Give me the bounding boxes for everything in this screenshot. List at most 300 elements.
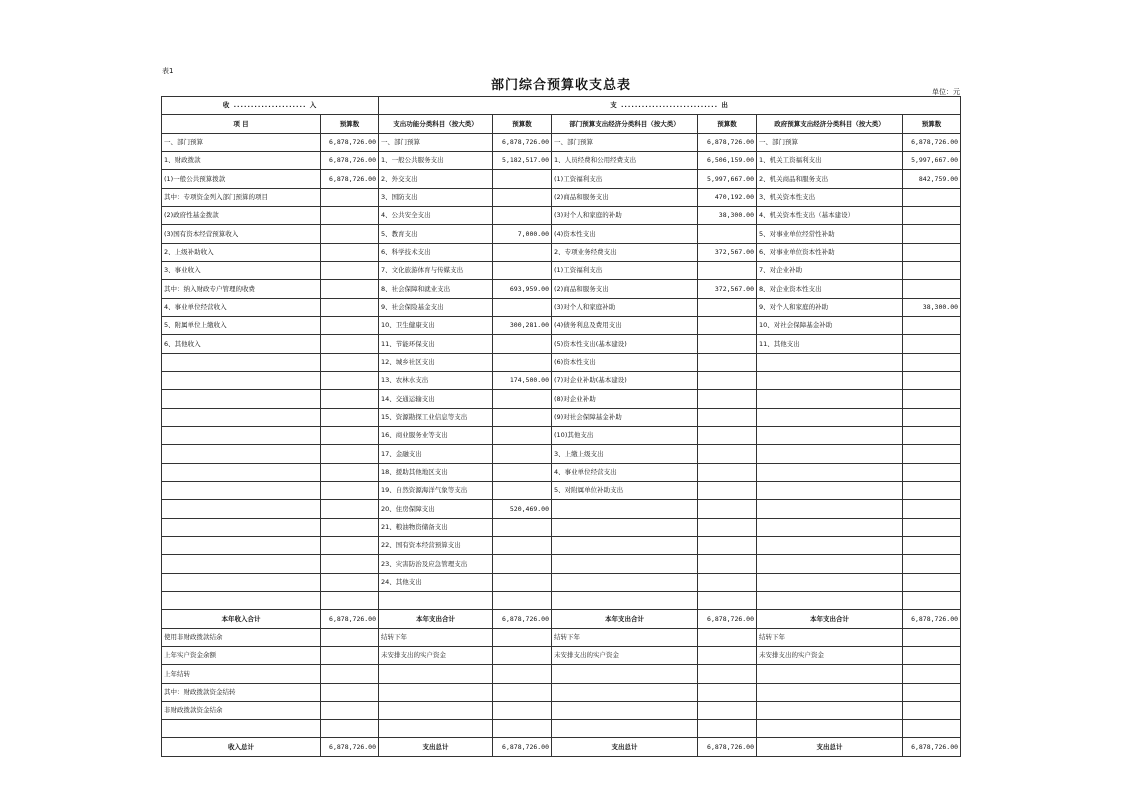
table-row [162,371,961,389]
income-group-header: 收 ..................... 入 [162,97,379,115]
page-title: 部门综合预算收支总表 [490,78,631,93]
budget-cell: 6,878,726.00 [321,170,379,188]
table-row [162,261,961,279]
budget-cell [493,206,552,224]
item-cell: 1、人员经费和公用经费支出 [552,151,698,169]
budget-cell [321,701,379,719]
budget-cell [903,463,961,481]
item-cell: 收入总计 [162,738,321,756]
table-row [162,463,961,481]
budget-cell: 6,878,726.00 [903,133,961,151]
budget-cell [493,701,552,719]
item-cell [379,701,493,719]
budget-cell [903,481,961,499]
item-cell: 22、国有资本经营预算支出 [379,536,493,554]
item-cell: 结转下年 [379,628,493,646]
budget-cell [493,463,552,481]
budget-cell [321,665,379,683]
item-cell [757,555,903,573]
item-cell: (9)对社会保障基金补助 [552,408,698,426]
item-cell [379,683,493,701]
budget-cell [493,298,552,316]
item-cell [757,518,903,536]
item-cell: 12、城乡社区支出 [379,353,493,371]
item-cell [162,371,321,389]
budget-cell [698,701,757,719]
budget-cell [698,426,757,444]
budget-cell: 6,506,159.00 [698,151,757,169]
item-cell: 一、部门预算 [162,133,321,151]
budget-cell: 6,878,726.00 [493,610,552,628]
item-cell: 未安排支出的实户资金 [757,646,903,664]
item-cell: 3、事业收入 [162,261,321,279]
item-cell: (7)对企业补助(基本建设) [552,371,698,389]
item-cell: (6)资本性支出 [552,353,698,371]
table-row [162,500,961,518]
table-row [162,683,961,701]
item-cell: 7、文化旅游体育与传媒支出 [379,261,493,279]
item-cell [379,720,493,738]
item-cell [162,463,321,481]
item-cell: 支出总计 [552,738,698,756]
budget-cell [903,628,961,646]
item-cell: 21、粮油物资储备支出 [379,518,493,536]
budget-cell [321,225,379,243]
budget-cell [903,720,961,738]
item-cell: 19、自然资源海洋气象等支出 [379,481,493,499]
item-cell: 11、节能环保支出 [379,335,493,353]
budget-cell [493,261,552,279]
budget-cell [321,445,379,463]
budget-cell: 6,878,726.00 [698,133,757,151]
item-cell: (5)资本性支出(基本建设) [552,335,698,353]
table-row [162,738,961,756]
budget-cell [698,720,757,738]
budget-cell: 6,878,726.00 [903,738,961,756]
budget-cell [698,518,757,536]
budget-cell [698,500,757,518]
item-cell [757,665,903,683]
item-cell: 2、外交支出 [379,170,493,188]
item-cell: 16、商业服务业等支出 [379,426,493,444]
budget-cell [493,481,552,499]
budget-cell [493,170,552,188]
budget-cell [903,683,961,701]
budget-cell [493,188,552,206]
item-cell: 23、灾害防治及应急管理支出 [379,555,493,573]
table-row [162,720,961,738]
budget-cell [493,426,552,444]
item-cell [162,390,321,408]
item-cell: 9、社会保险基金支出 [379,298,493,316]
col-header-func: 支出功能分类科目（按大类） [379,115,493,133]
budget-cell [493,555,552,573]
item-cell: 10、卫生健康支出 [379,316,493,334]
item-cell [552,555,698,573]
budget-cell [698,445,757,463]
item-cell: 24、其他支出 [379,573,493,591]
table-row [162,243,961,261]
item-cell [757,353,903,371]
item-cell: 其中：财政拨款资金结转 [162,683,321,701]
budget-cell [493,445,552,463]
budget-cell [321,646,379,664]
item-cell: 10、对社会保障基金补助 [757,316,903,334]
budget-cell [321,408,379,426]
budget-cell [493,243,552,261]
item-cell: (4)债务利息及费用支出 [552,316,698,334]
budget-cell: 842,759.00 [903,170,961,188]
item-cell: 4、机关资本性支出（基本建设） [757,206,903,224]
item-cell: 未安排支出的实户资金 [379,646,493,664]
item-cell [162,426,321,444]
item-cell: 非财政拨款资金结余 [162,701,321,719]
table-row [162,151,961,169]
item-cell [552,500,698,518]
budget-cell: 174,500.00 [493,371,552,389]
budget-cell [903,426,961,444]
budget-cell [493,408,552,426]
item-cell: 8、对企业资本性支出 [757,280,903,298]
budget-cell [321,500,379,518]
budget-cell: 6,878,726.00 [321,133,379,151]
budget-cell [698,591,757,609]
item-cell [757,536,903,554]
item-cell [757,426,903,444]
budget-cell [321,536,379,554]
item-cell: 其中：专项资金列入部门预算的项目 [162,188,321,206]
budget-cell [903,701,961,719]
table-row [162,170,961,188]
budget-cell [903,408,961,426]
budget-cell [493,646,552,664]
item-cell: 17、金融支出 [379,445,493,463]
item-cell: 1、财政拨款 [162,151,321,169]
table-row [162,591,961,609]
budget-cell [698,335,757,353]
item-cell: 3、国防支出 [379,188,493,206]
item-cell: 4、公共安全支出 [379,206,493,224]
column-header-row [162,115,961,133]
item-cell: 2、上级补助收入 [162,243,321,261]
item-cell [757,390,903,408]
budget-cell [321,573,379,591]
item-cell: 本年支出合计 [379,610,493,628]
col-header-budget: 预算数 [698,115,757,133]
item-cell: 15、资源勘探工业信息等支出 [379,408,493,426]
table-row [162,518,961,536]
budget-cell [321,518,379,536]
item-cell [162,591,321,609]
budget-cell [321,683,379,701]
budget-cell: 38,300.00 [903,298,961,316]
item-cell [552,701,698,719]
budget-cell [903,390,961,408]
item-cell: (1)工资福利支出 [552,261,698,279]
budget-cell [493,683,552,701]
budget-cell [698,353,757,371]
budget-cell [698,555,757,573]
item-cell: 3、机关资本性支出 [757,188,903,206]
budget-cell [493,720,552,738]
item-cell [757,481,903,499]
item-cell: 1、一般公共服务支出 [379,151,493,169]
expense-group-header: 支 ............................ 出 [379,97,961,115]
budget-cell [903,371,961,389]
item-cell [757,683,903,701]
table-tag: 表1 [162,67,174,75]
budget-cell [321,316,379,334]
item-cell: (3)对个人和家庭的补助 [552,206,698,224]
budget-cell [698,536,757,554]
budget-cell: 6,878,726.00 [321,738,379,756]
item-cell: 14、交通运输支出 [379,390,493,408]
item-cell [162,518,321,536]
budget-cell [903,225,961,243]
budget-cell: 6,878,726.00 [321,610,379,628]
budget-cell [698,665,757,683]
item-cell [757,445,903,463]
budget-cell [493,665,552,683]
item-cell [162,573,321,591]
item-cell: 7、对企业补助 [757,261,903,279]
budget-cell [903,555,961,573]
budget-cell: 7,000.00 [493,225,552,243]
item-cell [757,500,903,518]
budget-cell [698,225,757,243]
table-row [162,426,961,444]
budget-cell [321,188,379,206]
table-row [162,555,961,573]
budget-cell [698,463,757,481]
budget-cell [493,591,552,609]
item-cell [162,720,321,738]
budget-cell [321,206,379,224]
item-cell [162,500,321,518]
item-cell: 支出总计 [379,738,493,756]
table-row [162,316,961,334]
item-cell [162,536,321,554]
item-cell [757,701,903,719]
col-header-budget: 预算数 [321,115,379,133]
item-cell [552,518,698,536]
budget-cell [903,316,961,334]
budget-cell [698,573,757,591]
budget-cell [903,573,961,591]
budget-cell [903,518,961,536]
budget-cell [903,536,961,554]
budget-cell [903,445,961,463]
budget-cell [321,353,379,371]
item-cell: 使用非财政拨款结余 [162,628,321,646]
item-cell [379,665,493,683]
item-cell: 4、事业单位经营收入 [162,298,321,316]
budget-cell [493,536,552,554]
table-row [162,206,961,224]
item-cell: 本年支出合计 [552,610,698,628]
item-cell: 5、对事业单位经常性补助 [757,225,903,243]
item-cell: 2、专项业务经费支出 [552,243,698,261]
table-row [162,628,961,646]
table-row [162,280,961,298]
table-row [162,390,961,408]
item-cell [757,573,903,591]
budget-cell [321,628,379,646]
item-cell [552,536,698,554]
item-cell [162,408,321,426]
item-cell: 上年实户资金余额 [162,646,321,664]
budget-cell: 6,878,726.00 [493,738,552,756]
budget-cell [321,591,379,609]
budget-cell [321,371,379,389]
budget-cell [321,280,379,298]
table-row [162,665,961,683]
budget-cell [698,261,757,279]
budget-cell [493,335,552,353]
item-cell: 9、对个人和家庭的补助 [757,298,903,316]
budget-cell [698,646,757,664]
item-cell: (1)一般公共预算拨款 [162,170,321,188]
item-cell: 5、附属单位上缴收入 [162,316,321,334]
item-cell: 2、机关商品和服务支出 [757,170,903,188]
item-cell: 3、上缴上级支出 [552,445,698,463]
item-cell [162,481,321,499]
budget-cell [903,188,961,206]
item-cell: (1)工资福利支出 [552,170,698,188]
item-cell: 20、住房保障支出 [379,500,493,518]
item-cell [162,445,321,463]
item-cell: 一、部门预算 [379,133,493,151]
item-cell: 本年支出合计 [757,610,903,628]
item-cell [757,591,903,609]
budget-cell: 6,878,726.00 [698,610,757,628]
item-cell: 结转下年 [757,628,903,646]
col-header-budget: 预算数 [903,115,961,133]
budget-cell [698,683,757,701]
budget-cell [321,463,379,481]
budget-cell: 5,997,667.00 [903,151,961,169]
item-cell: 8、社会保障和就业支出 [379,280,493,298]
item-cell [552,573,698,591]
budget-cell [321,555,379,573]
item-cell: (8)对企业补助 [552,390,698,408]
budget-cell [321,426,379,444]
budget-cell [903,243,961,261]
table-row [162,481,961,499]
budget-cell [321,243,379,261]
item-cell: 5、教育支出 [379,225,493,243]
item-cell [162,555,321,573]
budget-cell: 470,192.00 [698,188,757,206]
table-row [162,225,961,243]
item-cell: 5、对附属单位补助支出 [552,481,698,499]
budget-cell: 5,997,667.00 [698,170,757,188]
budget-cell: 693,959.00 [493,280,552,298]
budget-cell [903,335,961,353]
budget-cell [903,280,961,298]
budget-cell [493,573,552,591]
col-header-dept-econ: 部门预算支出经济分类科目（按大类） [552,115,698,133]
table-row [162,610,961,628]
item-cell [552,591,698,609]
budget-cell: 6,878,726.00 [698,738,757,756]
item-cell [162,353,321,371]
table-row [162,335,961,353]
budget-cell [321,298,379,316]
budget-cell [321,390,379,408]
item-cell: (2)商品和服务支出 [552,188,698,206]
item-cell: 本年收入合计 [162,610,321,628]
table-row [162,646,961,664]
budget-cell [903,591,961,609]
item-cell: 6、科学技术支出 [379,243,493,261]
item-cell: 其中：纳入财政专户管理的收费 [162,280,321,298]
budget-cell [698,316,757,334]
item-cell [757,371,903,389]
item-cell [757,720,903,738]
item-cell: 结转下年 [552,628,698,646]
budget-cell [493,390,552,408]
budget-cell [493,628,552,646]
budget-cell [321,481,379,499]
item-cell: 上年结转 [162,665,321,683]
budget-cell [903,261,961,279]
budget-cell [698,390,757,408]
budget-cell [698,481,757,499]
item-cell: 一、部门预算 [552,133,698,151]
budget-cell: 6,878,726.00 [903,610,961,628]
budget-cell [903,665,961,683]
item-cell: 1、机关工资福利支出 [757,151,903,169]
item-cell: (4)资本性支出 [552,225,698,243]
item-cell: 11、其他支出 [757,335,903,353]
item-cell: 18、援助其他地区支出 [379,463,493,481]
item-cell: (2)商品和服务支出 [552,280,698,298]
budget-cell [698,298,757,316]
item-cell [379,591,493,609]
item-cell: 4、事业单位经营支出 [552,463,698,481]
budget-cell: 372,567.00 [698,243,757,261]
budget-cell: 520,469.00 [493,500,552,518]
budget-cell: 6,878,726.00 [321,151,379,169]
budget-cell: 6,878,726.00 [493,133,552,151]
table-row [162,701,961,719]
budget-cell [493,518,552,536]
table-row [162,445,961,463]
item-cell: (10)其他支出 [552,426,698,444]
item-cell: 6、其他收入 [162,335,321,353]
item-cell: 6、对事业单位资本性补助 [757,243,903,261]
budget-cell [493,353,552,371]
item-cell: (3)对个人和家庭补助 [552,298,698,316]
budget-cell [698,371,757,389]
budget-cell [903,646,961,664]
col-header-item: 项 目 [162,115,321,133]
budget-cell [903,500,961,518]
item-cell [552,665,698,683]
item-cell: 未安排支出的实户资金 [552,646,698,664]
table-row [162,188,961,206]
budget-cell [321,335,379,353]
budget-cell: 300,281.00 [493,316,552,334]
item-cell: 一、部门预算 [757,133,903,151]
budget-cell: 372,567.00 [698,280,757,298]
budget-table [161,96,961,757]
table-row [162,408,961,426]
item-cell [552,683,698,701]
budget-cell: 38,300.00 [698,206,757,224]
unit-label: 单位：元 [932,88,960,96]
